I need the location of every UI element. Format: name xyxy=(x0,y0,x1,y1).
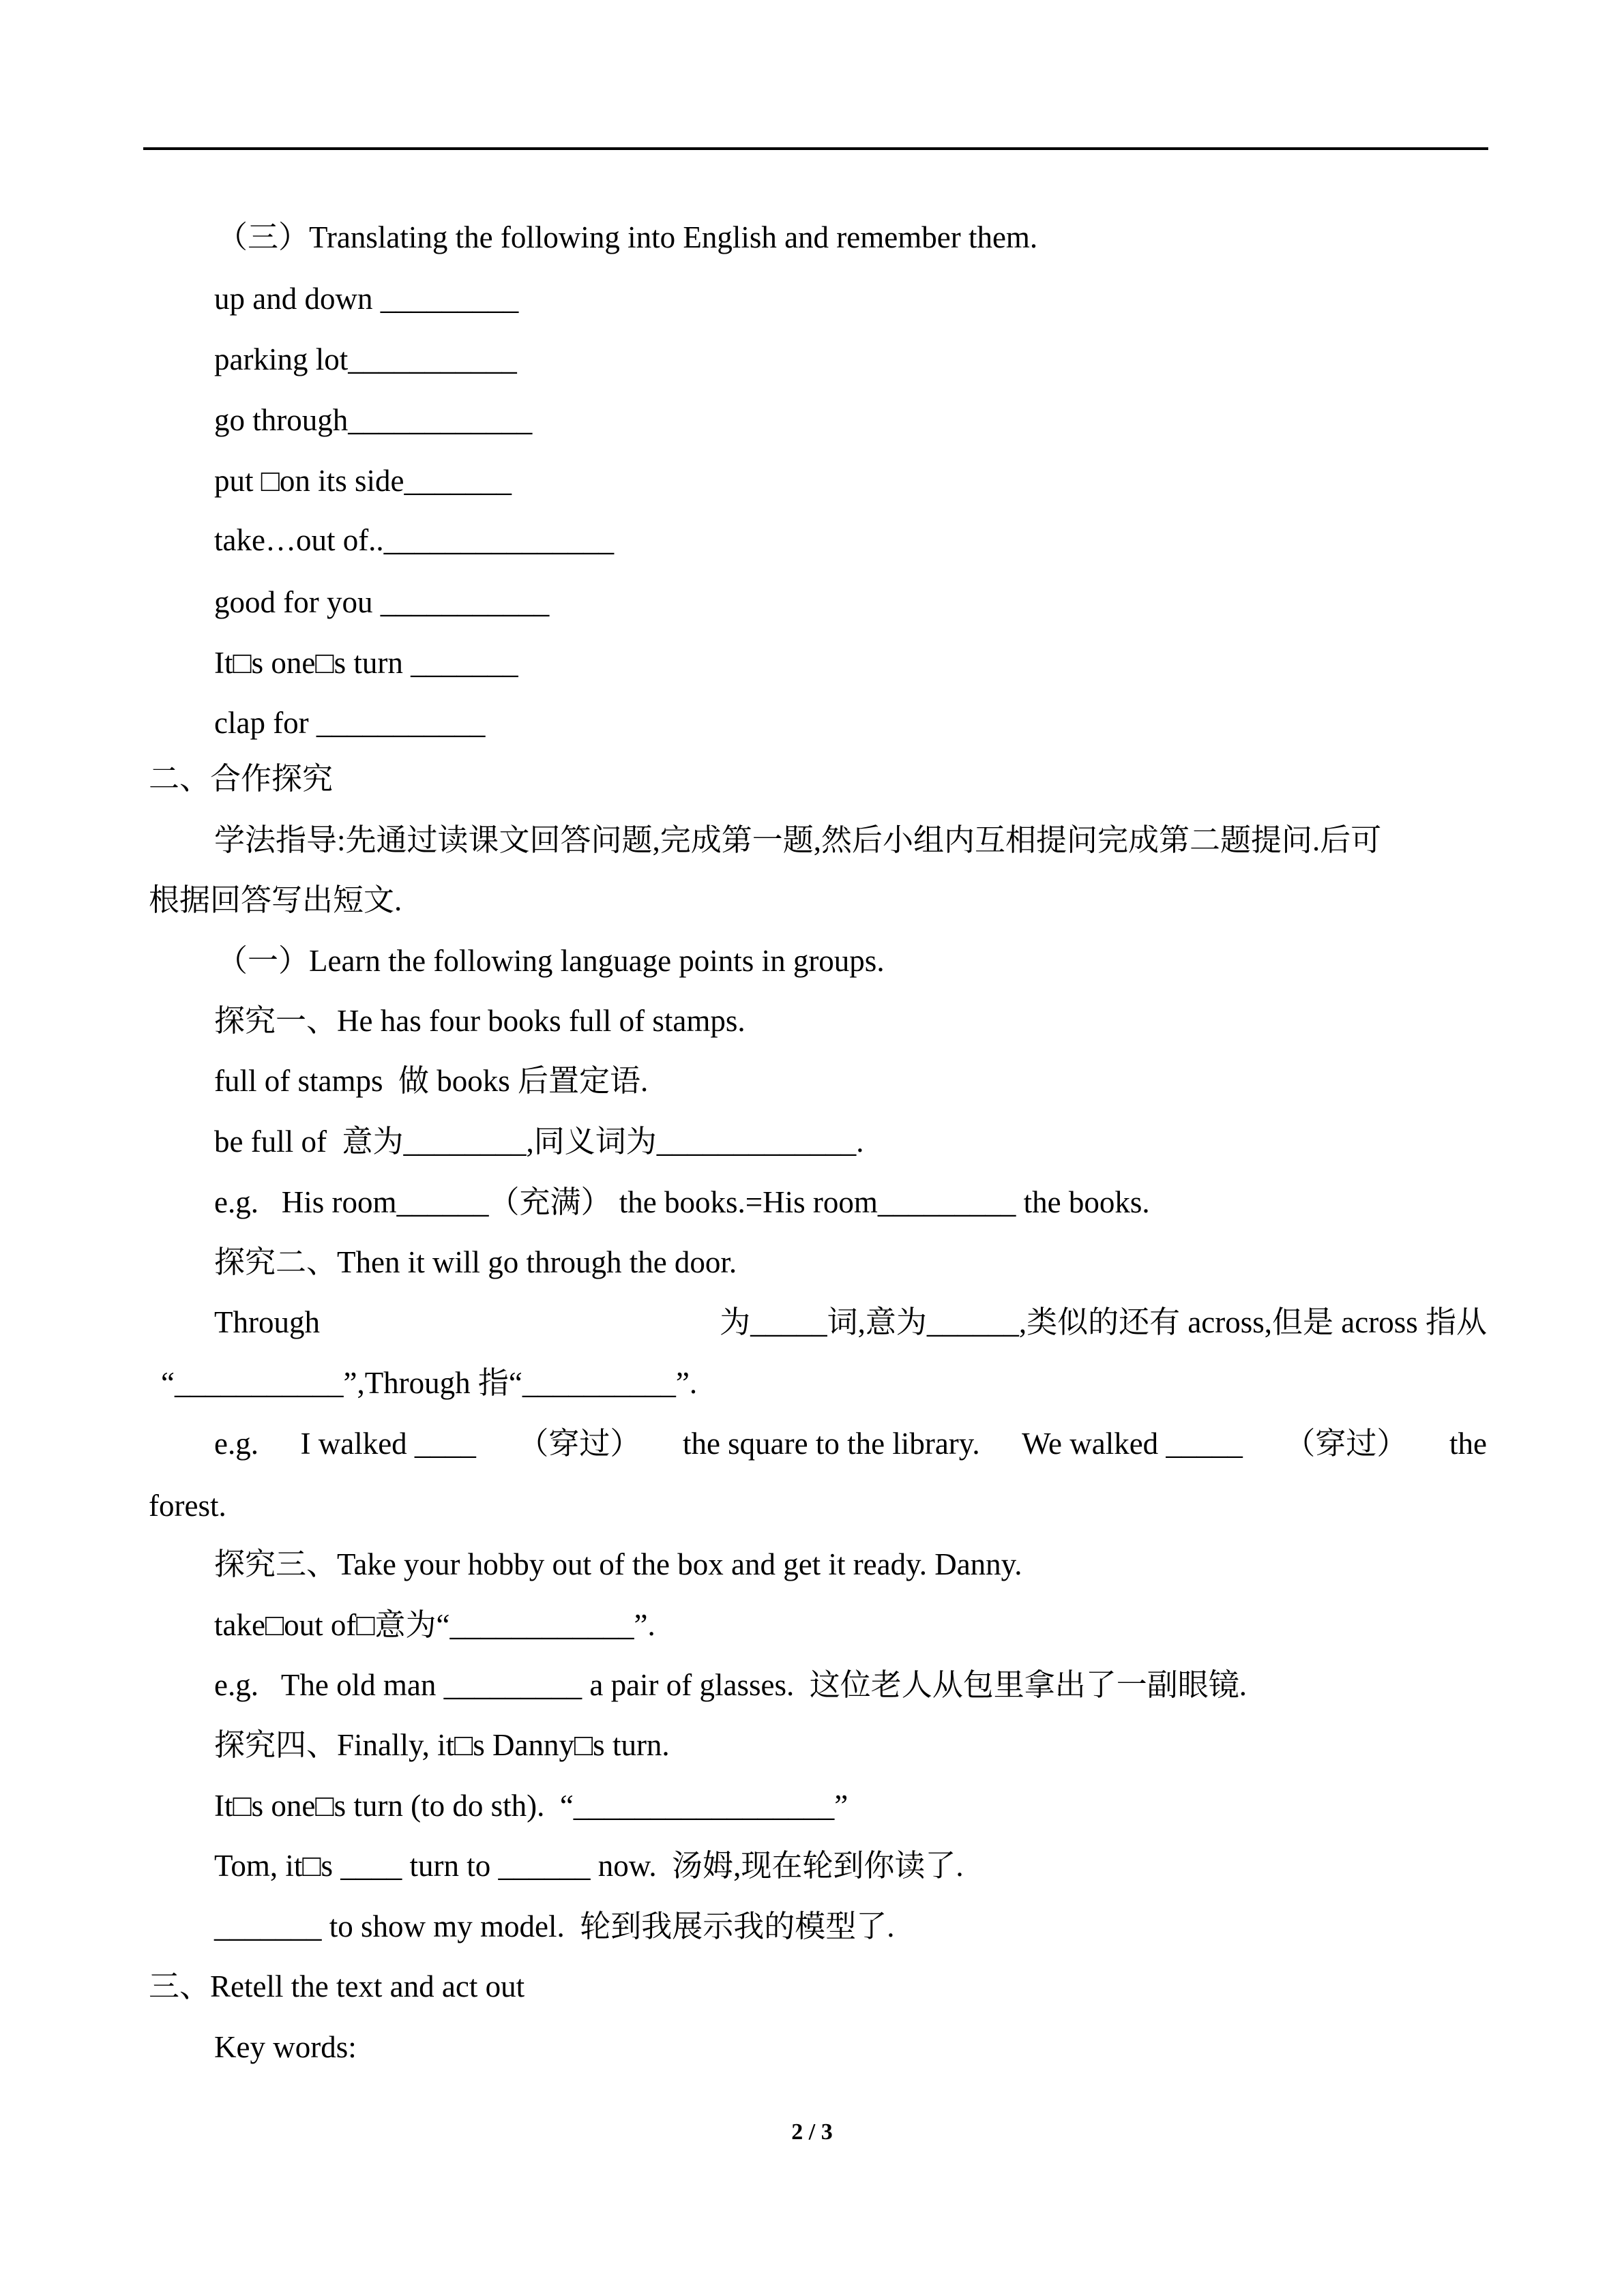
explore2-example-part: the square to the library. xyxy=(682,1427,980,1461)
explore4-line1: It□s one□s turn (to do sth). “_________________” xyxy=(214,1789,848,1823)
guide-line-1: 学法指导:先通过读课文回答问题,完成第一题,然后小组内互相提问完成第二题提问.后可 xyxy=(214,823,1382,857)
phrase-2: parking lot___________ xyxy=(214,342,517,376)
explore2-line1-rest: 为_____词,意为______,类似的还有 across,但是 across 指从 xyxy=(720,1305,1487,1339)
phrase-6: good for you ___________ xyxy=(214,585,550,619)
explore2-example-part: We walked _____ xyxy=(1022,1427,1243,1461)
explore2-example-part: the xyxy=(1449,1427,1487,1461)
guide-line-2: 根据回答写出短文. xyxy=(149,883,402,917)
part2-heading: 二、合作探究 xyxy=(149,762,334,796)
phrase-1: up and down _________ xyxy=(214,282,519,316)
explore4-title: 探究四、Finally, it□s Danny□s turn. xyxy=(214,1728,670,1762)
phrase-5: take…out of.._______________ xyxy=(214,523,615,557)
explore3-example: e.g. The old man _________ a pair of glasses. 这位老人从包里拿出了一副眼镜. xyxy=(214,1668,1247,1702)
section3-title: （三）Translating the following into English and remember them. xyxy=(217,220,1038,254)
page-number: 2 / 3 xyxy=(791,2119,833,2145)
explore4-line3: _______ to show my model. 轮到我展示我的模型了. xyxy=(214,1909,895,1943)
explore1-example: e.g. His room______（充满） the books.=His room_________ the books. xyxy=(214,1185,1150,1219)
explore1-line2: be full of 意为________,同义词为_____________. xyxy=(214,1124,864,1159)
key-words-label: Key words: xyxy=(214,2030,357,2064)
explore2-example-part: e.g. xyxy=(214,1427,259,1461)
explore4-line2: Tom, it□s ____ turn to ______ now. 汤姆,现在轮到你读了. xyxy=(214,1849,964,1883)
explore1-line1: full of stamps 做 books 后置定语. xyxy=(214,1064,649,1098)
explore2-example-part: （穿过） xyxy=(1284,1427,1408,1461)
explore2-example-end: forest. xyxy=(149,1489,226,1523)
explore2-example xyxy=(214,1429,1487,1459)
explore2-title: 探究二、Then it will go through the door. xyxy=(214,1245,737,1279)
header-rule xyxy=(143,147,1488,150)
explore3-title: 探究三、Take your hobby out of the box and get it ready. Danny. xyxy=(214,1547,1022,1581)
phrase-7: It□s one□s turn _______ xyxy=(214,646,518,680)
explore2-example-part: （穿过） xyxy=(518,1427,641,1461)
phrase-8: clap for ___________ xyxy=(214,706,486,740)
part3-heading: 三、Retell the text and act out xyxy=(149,1969,525,2003)
explore3-line1: take□out of□意为“____________”. xyxy=(214,1608,655,1642)
group-title: （一）Learn the following language points in groups. xyxy=(217,944,885,978)
explore2-line1-word: Through xyxy=(214,1305,320,1339)
phrase-3: go through____________ xyxy=(214,403,533,437)
explore1-title: 探究一、He has four books full of stamps. xyxy=(214,1004,745,1038)
explore2-line1 xyxy=(214,1307,1487,1338)
explore2-example-part: I walked ____ xyxy=(300,1427,476,1461)
phrase-4: put □on its side_______ xyxy=(214,464,512,498)
explore2-line2: “___________”,Through 指“__________”. xyxy=(161,1366,698,1400)
